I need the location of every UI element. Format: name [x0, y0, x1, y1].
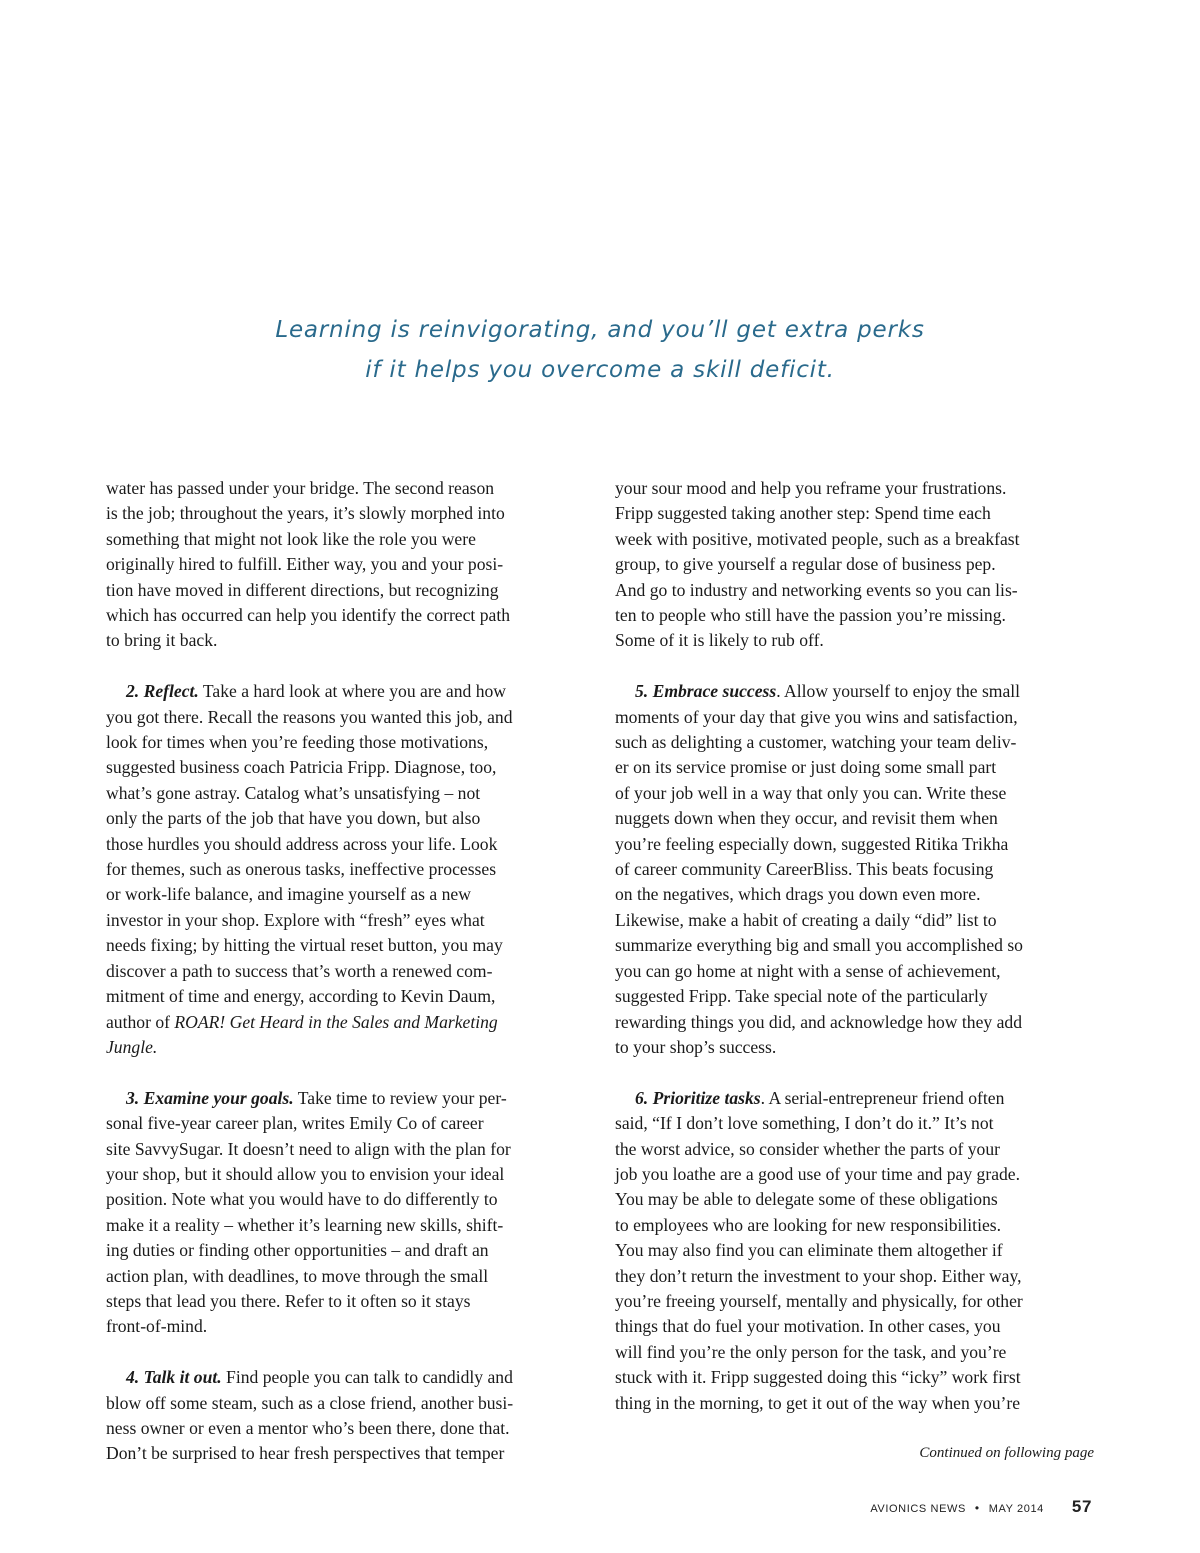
- text-line: originally hired to fulfill. Either way, you and your posi-: [106, 554, 504, 575]
- paragraph-success: [615, 679, 1101, 1060]
- text-line: they don’t return the investment to your shop. Either way,: [615, 1265, 1022, 1286]
- text-line: to bring it back.: [106, 630, 218, 651]
- text-line: position. Note what you would have to do differently to: [106, 1189, 498, 1210]
- text-line: stuck with it. Fripp suggested doing this “icky” work first: [615, 1367, 1021, 1388]
- text-line: You may also find you can eliminate them altogether if: [615, 1240, 1003, 1261]
- section-heading-reflect: 2. Reflect.: [126, 681, 199, 702]
- text-line: to employees who are looking for new responsibilities.: [615, 1214, 1002, 1235]
- text-line: you’re freeing yourself, mentally and physically, for other: [615, 1290, 1023, 1311]
- text-line: look for times when you’re feeding those motivations,: [106, 732, 489, 753]
- paragraph-intro-continued: [106, 476, 592, 654]
- paragraph-reflect: [106, 679, 592, 1060]
- text-line: the worst advice, so consider whether the parts of your: [615, 1138, 1000, 1159]
- text-line: suggested Fripp. Take special note of the particularly: [615, 986, 988, 1007]
- text-line: of your job well in a way that only you can. Write these: [615, 782, 1007, 803]
- section-heading-success: 5. Embrace success: [635, 681, 777, 702]
- pull-quote: [180, 310, 1020, 390]
- section-heading-tasks: 6. Prioritize tasks: [635, 1087, 761, 1108]
- text-line: job you loathe are a good use of your time and pay grade.: [615, 1163, 1021, 1184]
- text-run: author of: [106, 1011, 175, 1032]
- text-line: you can go home at night with a sense of achievement,: [615, 960, 1001, 981]
- text-line: Don’t be surprised to hear fresh perspectives that temper: [106, 1443, 505, 1464]
- text-line: your shop, but it should allow you to envision your ideal: [106, 1163, 505, 1184]
- text-line: You may be able to delegate some of these obligations: [615, 1189, 998, 1210]
- text-line: what’s gone astray. Catalog what’s unsatisfying – not: [106, 782, 481, 803]
- text-line: to your shop’s success.: [615, 1036, 777, 1057]
- text-line: sonal five-year career plan, writes Emily Co of career: [106, 1113, 484, 1134]
- text-line: said, “If I don’t love something, I don’t do it.” It’s not: [615, 1113, 994, 1134]
- text-line: investor in your shop. Explore with “fresh” eyes what: [106, 909, 485, 930]
- page-footer: [870, 1497, 1092, 1517]
- text-run: Take a hard look at where you are and how: [198, 681, 506, 702]
- text-line: make it a reality – whether it’s learning new skills, shift-: [106, 1214, 504, 1235]
- text-line: [106, 1086, 592, 1111]
- section-heading-goals: 3. Examine your goals.: [126, 1087, 294, 1108]
- text-line: only the parts of the job that have you down, but also: [106, 808, 481, 829]
- text-line: your sour mood and help you reframe your frustrations.: [615, 478, 1007, 498]
- text-line: such as delighting a customer, watching your team deliv-: [615, 732, 1017, 753]
- text-line: is the job; throughout the years, it’s slowly morphed into: [106, 503, 505, 524]
- text-line: Likewise, make a habit of creating a daily “did” list to: [615, 909, 997, 930]
- paragraph-tasks: [615, 1086, 1101, 1416]
- text-line: rewarding things you did, and acknowledge how they add: [615, 1011, 1023, 1032]
- text-line: ness owner or even a mentor who’s been there, done that.: [106, 1417, 510, 1438]
- text-line: site SavvySugar. It doesn’t need to align with the plan for: [106, 1138, 511, 1159]
- text-line: thing in the morning, to get it out of the way when you’re: [615, 1392, 1021, 1413]
- text-line: those hurdles you should address across your life. Look: [106, 833, 498, 854]
- text-line: on the negatives, which drags you down even more.: [615, 884, 981, 905]
- right-column: [615, 476, 1101, 1416]
- text-line: needs fixing; by hitting the virtual reset button, you may: [106, 935, 503, 956]
- bullet-separator-icon: •: [974, 1501, 980, 1515]
- pull-quote-line-2: if it helps you overcome a skill deficit.: [365, 357, 835, 383]
- text-run: Find people you can talk to candidly and: [221, 1367, 513, 1388]
- text-line: [106, 1010, 592, 1035]
- text-line: Some of it is likely to rub off.: [615, 630, 824, 651]
- text-line: Fripp suggested taking another step: Spend time each: [615, 503, 991, 524]
- continued-note: Continued on following page: [919, 1445, 1094, 1461]
- text-line: discover a path to success that’s worth a renewed com-: [106, 960, 493, 981]
- text-line: ing duties or finding other opportunities – and draft an: [106, 1240, 489, 1261]
- paragraph-talk: [106, 1365, 592, 1467]
- issue-date: MAY 2014: [988, 1503, 1044, 1515]
- text-line: tion have moved in different directions, but recognizing: [106, 579, 499, 600]
- text-line: And go to industry and networking events so you can lis-: [615, 579, 1018, 600]
- text-line: group, to give yourself a regular dose of business pep.: [615, 554, 996, 575]
- text-line: ten to people who still have the passion you’re missing.: [615, 605, 1006, 626]
- text-line: er on its service promise or just doing some small part: [615, 757, 997, 778]
- text-line: moments of your day that give you wins and satisfaction,: [615, 706, 1018, 727]
- pull-quote-line-1: Learning is reinvigorating, and you’ll get extra perks: [275, 317, 925, 343]
- text-line: [615, 679, 1101, 704]
- text-line: will find you’re the only person for the task, and you’re: [615, 1341, 1007, 1362]
- text-line: front-of-mind.: [106, 1316, 208, 1337]
- book-title-continued: Jungle.: [106, 1036, 158, 1057]
- text-line: [106, 679, 592, 704]
- book-title: ROAR! Get Heard in the Sales and Marketing: [174, 1011, 498, 1032]
- paragraph-goals: [106, 1086, 592, 1340]
- text-line: [106, 1365, 592, 1390]
- text-line: suggested business coach Patricia Fripp. Diagnose, too,: [106, 757, 497, 778]
- text-line: you’re feeling especially down, suggested Ritika Trikha: [615, 833, 1009, 854]
- text-run: . Allow yourself to enjoy the small: [776, 681, 1021, 702]
- text-line: of career community CareerBliss. This beats focusing: [615, 859, 994, 880]
- paragraph-talk-continued: [615, 476, 1101, 654]
- section-heading-talk: 4. Talk it out.: [126, 1367, 222, 1388]
- text-line: things that do fuel your motivation. In other cases, you: [615, 1316, 1001, 1337]
- text-run: Take time to review your per-: [293, 1087, 507, 1108]
- text-line: week with positive, motivated people, such as a breakfast: [615, 528, 1020, 549]
- text-run: . A serial-entrepreneur friend often: [760, 1087, 1005, 1108]
- publication-name: AVIONICS NEWS: [870, 1503, 966, 1515]
- text-line: mitment of time and energy, according to Kevin Daum,: [106, 986, 496, 1007]
- text-line: summarize everything big and small you accomplished so: [615, 935, 1023, 956]
- text-line: action plan, with deadlines, to move through the small: [106, 1265, 489, 1286]
- left-column: [106, 476, 592, 1467]
- text-line: steps that lead you there. Refer to it often so it stays: [106, 1290, 471, 1311]
- page-number: 57: [1071, 1497, 1092, 1516]
- text-line: nuggets down when they occur, and revisit them when: [615, 808, 998, 829]
- text-line: [615, 1086, 1101, 1111]
- text-line: you got there. Recall the reasons you wanted this job, and: [106, 706, 513, 727]
- text-line: something that might not look like the role you were: [106, 528, 476, 549]
- text-line: blow off some steam, such as a close friend, another busi-: [106, 1392, 514, 1413]
- text-line: which has occurred can help you identify the correct path: [106, 605, 511, 626]
- text-line: or work-life balance, and imagine yourself as a new: [106, 884, 471, 905]
- text-line: water has passed under your bridge. The second reason: [106, 478, 495, 498]
- text-line: for themes, such as onerous tasks, ineffective processes: [106, 859, 497, 880]
